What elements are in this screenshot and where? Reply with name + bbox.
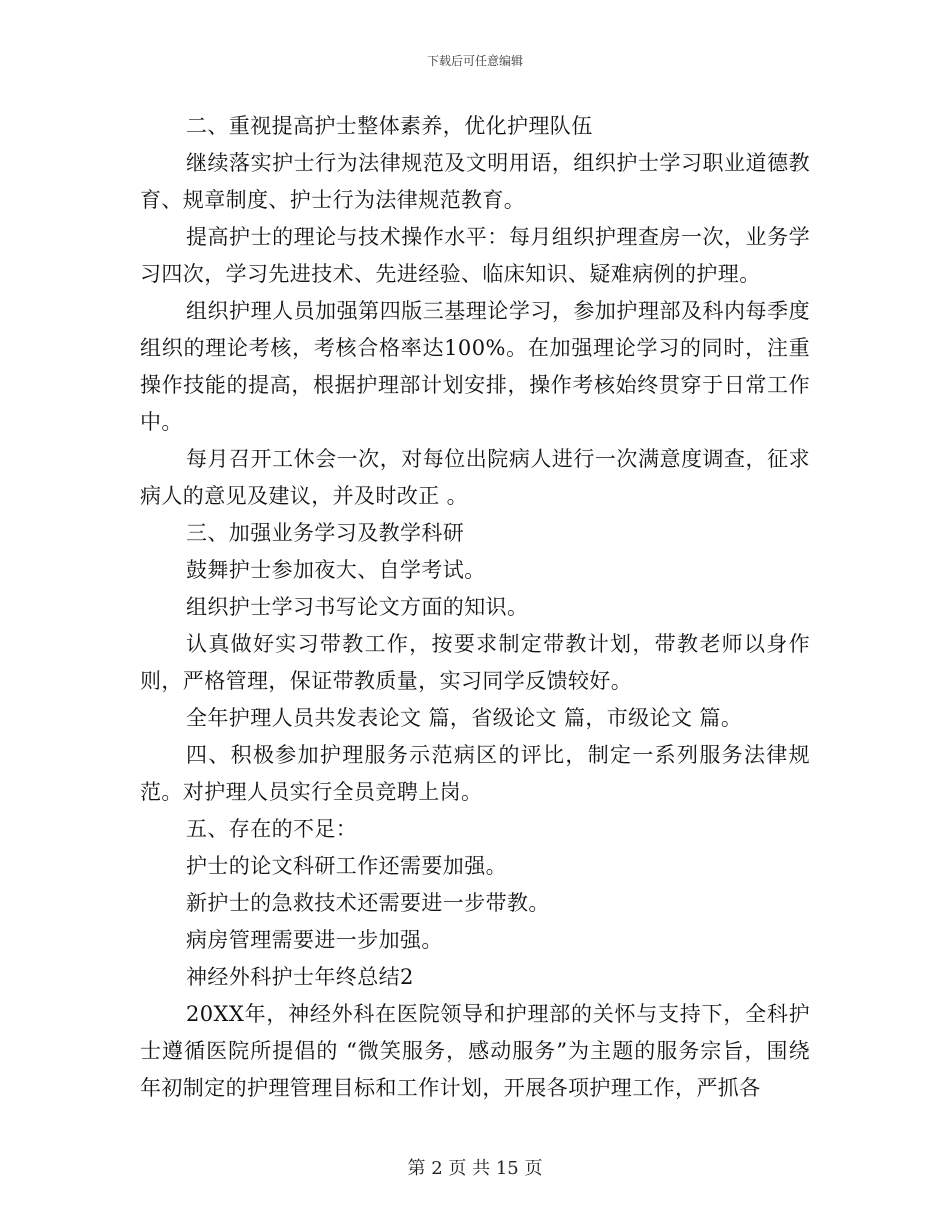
paragraph: 20XX年，神经外科在医院领导和护理部的关怀与支持下，全科护士遵循医院所提倡的 “微笑服务，感动服务”为主题的服务宗旨，围绕年初制定的护理管理目标和工作计划，开展各项护理工作，严抓各 — [140, 1002, 810, 1100]
section-heading-5: 五、存在的不足： — [186, 817, 358, 841]
paragraph: 组织护士学习书写论文方面的知识。 — [186, 595, 529, 619]
document-body — [140, 108, 810, 1107]
section-heading-4: 四、积极参加护理服务示范病区的评比，制定一系列服务法律规范。对护理人员实行全员竞聘上岗。 — [140, 743, 810, 804]
paragraph: 新护士的急救技术还需要进一步带教。 — [186, 891, 550, 915]
page-header: 下载后可任意编辑 — [426, 54, 523, 68]
page-footer: 第 2 页 共 15 页 — [407, 1158, 543, 1179]
document-subtitle: 神经外科护士年终总结2 — [186, 965, 414, 989]
paragraph: 认真做好实习带教工作，按要求制定带教计划，带教老师以身作则，严格管理，保证带教质量，实习同学反馈较好。 — [140, 632, 810, 693]
paragraph: 护士的论文科研工作还需要加强。 — [186, 854, 507, 878]
paragraph: 病房管理需要进一步加强。 — [186, 928, 443, 952]
paragraph: 鼓舞护士参加夜大、自学考试。 — [186, 558, 486, 582]
section-heading-2: 二、重视提高护士整体素养，优化护理队伍 — [186, 114, 593, 138]
section-heading-3: 三、加强业务学习及教学科研 — [186, 521, 465, 545]
paragraph: 继续落实护士行为法律规范及文明用语，组织护士学习职业道德教育、规章制度、护士行为法律规范教育。 — [140, 151, 810, 212]
paragraph: 每月召开工休会一次，对每位出院病人进行一次满意度调查，征求病人的意见及建议，并及时改正 。 — [140, 447, 810, 508]
paragraph: 提高护士的理论与技术操作水平：每月组织护理查房一次，业务学习四次，学习先进技术、先进经验、临床知识、疑难病例的护理。 — [140, 225, 810, 286]
paragraph: 全年护理人员共发表论文 篇，省级论文 篇，市级论文 篇。 — [186, 706, 743, 730]
paragraph: 组织护理人员加强第四版三基理论学习，参加护理部及科内每季度组织的理论考核，考核合格率达100%。在加强理论学习的同时，注重操作技能的提高，根据护理部计划安排，操作考核始终贯穿于日常工作中。 — [140, 299, 810, 434]
